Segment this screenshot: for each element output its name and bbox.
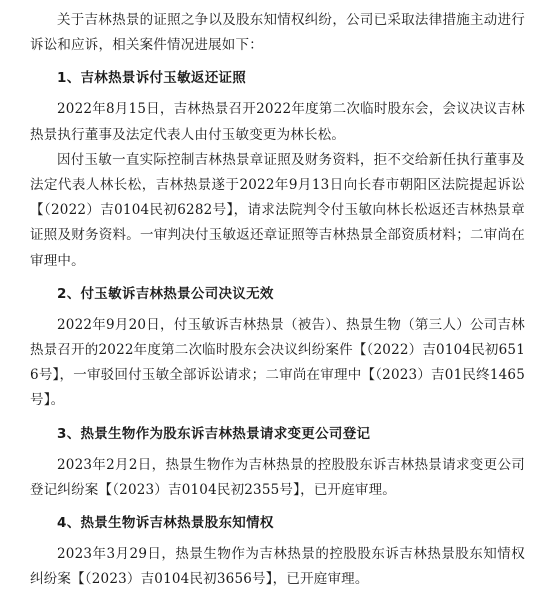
intro-paragraph: 关于吉林热景的证照之争以及股东知情权纠纷，公司已采取法律措施主动进行诉讼和应诉，相关案件情况进展如下： (30, 12, 525, 54)
section-3-paragraph-1: 2023年2月2日，热景生物作为吉林热景的控股股东诉吉林热景请求变更公司登记纠纷案【（2023）吉0104民初2355号】，已开庭审理。 (30, 456, 525, 498)
section-1-heading: 1、吉林热景诉付玉敏返还证照 (57, 70, 247, 87)
section-1-paragraph-1: 2022年8月15日，吉林热景召开2022年度第二次临时股东会，会议决议吉林热景执行董事及法定代表人由付玉敏变更为林长松。 (30, 101, 525, 143)
section-2-paragraph-1: 2022年9月20日，付玉敏诉吉林热景（被告）、热景生物（第三人）公司吉林热景召开的2022年度第二次临时股东会决议纠纷案件【（2022）吉0104民初6516号】，一审驳回付玉敏全部诉讼请求；二审尚在审理中【（2023）吉01民终1465号】。 (30, 316, 525, 409)
section-2-heading: 2、付玉敏诉吉林热景公司决议无效 (57, 285, 274, 302)
section-4-heading: 4、热景生物诉吉林热景股东知情权 (57, 515, 274, 532)
section-1 (30, 67, 525, 273)
section-4 (30, 512, 525, 592)
section-1-paragraph-2: 因付玉敏一直实际控制吉林热景章证照及财务资料，拒不交给新任执行董事及法定代表人林长松，吉林热景遂于2022年9月13日向长春市朝阳区法院提起诉讼【（2022）吉0104民初6282号】，请求法院判令付玉敏向林长松返还吉林热景章证照及财务资料。一审判决付玉敏返还章证照等吉林热景全部资质材料；二审尚在审理中。 (30, 151, 525, 269)
section-3 (30, 423, 525, 503)
section-4-paragraph-1: 2023年3月29日，热景生物作为吉林热景的控股股东诉吉林热景股东知情权纠纷案【（2023）吉0104民初3656号】，已开庭审理。 (30, 546, 525, 588)
section-2 (30, 283, 525, 414)
section-3-heading: 3、热景生物作为股东诉吉林热景请求变更公司登记 (57, 425, 371, 442)
